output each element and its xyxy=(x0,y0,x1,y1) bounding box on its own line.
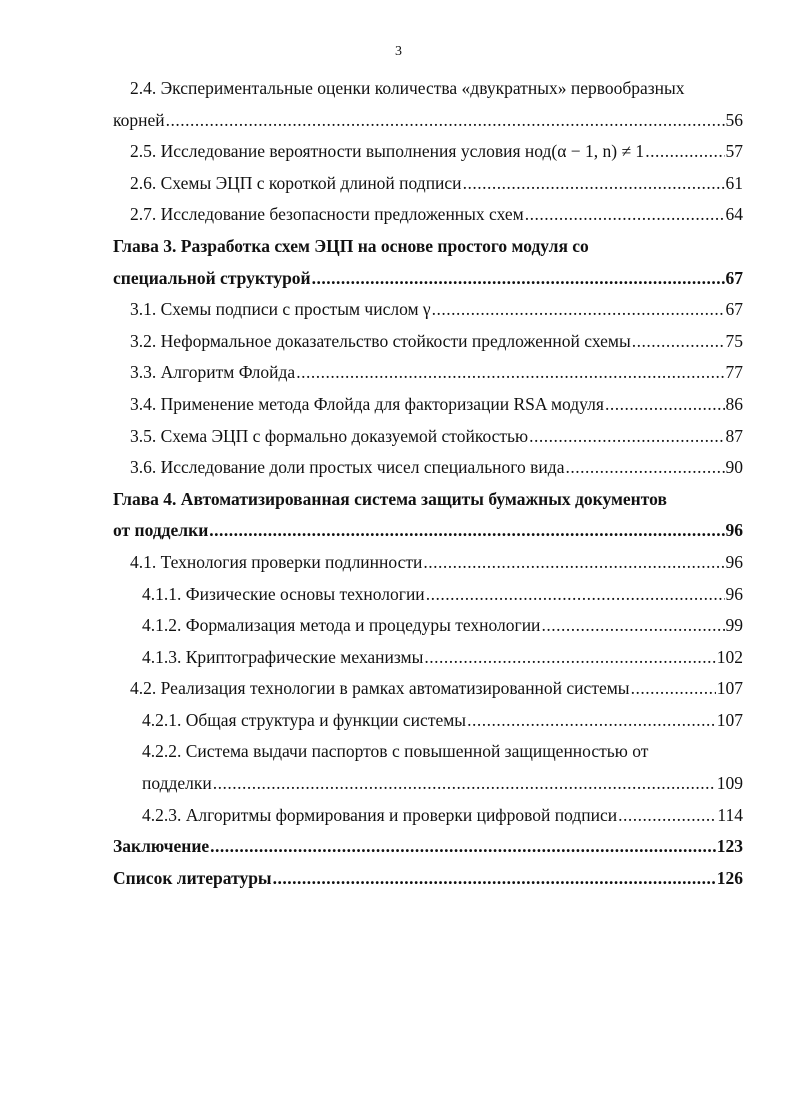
toc-references xyxy=(113,863,743,895)
dot-leader xyxy=(645,136,724,168)
toc-entry-text: 3.1. Схемы подписи с простым числом γ xyxy=(130,299,431,320)
dot-leader xyxy=(605,389,725,421)
toc-page-number: 99 xyxy=(725,615,743,636)
toc-chapter-title: Глава 4. Автоматизированная система защиты бумажных документов xyxy=(113,488,667,509)
toc-page-number: 56 xyxy=(725,109,743,130)
toc-entry-text: 2.6. Схемы ЭЦП с короткой длиной подписи xyxy=(130,172,462,193)
toc-entry-3-3 xyxy=(113,357,743,389)
toc-page-number: 114 xyxy=(717,804,743,825)
page-number: 3 xyxy=(395,44,402,59)
toc-page-number: 96 xyxy=(725,551,743,572)
dot-leader xyxy=(432,294,725,326)
toc-entry-text: 4.2.1. Общая структура и функции системы xyxy=(142,709,467,730)
dot-leader xyxy=(529,421,724,453)
dot-leader xyxy=(209,515,724,547)
toc-chapter-3 xyxy=(113,263,743,295)
dot-leader xyxy=(424,642,715,674)
toc-chapter-title: Глава 3. Разработка схем ЭЦП на основе простого модуля со xyxy=(113,235,589,256)
toc-page-number: 77 xyxy=(725,362,743,383)
toc-page-number: 123 xyxy=(716,836,743,857)
toc-entry-text: 4.1. Технология проверки подлинности xyxy=(130,551,423,572)
toc-entry-text: 2.5. Исследование вероятности выполнения условия нод(α − 1, n) ≠ 1 xyxy=(130,141,645,162)
dot-leader xyxy=(213,768,716,800)
toc-entry-2-5 xyxy=(113,136,743,168)
toc-page-number: 96 xyxy=(725,520,743,541)
toc-entry-text: 4.2.2. Система выдачи паспортов с повышенной защищенностью от xyxy=(142,741,649,762)
dot-leader xyxy=(467,705,716,737)
toc-page-number: 67 xyxy=(725,267,743,288)
toc-entry-text: 4.1.2. Формализация метода и процедуры технологии xyxy=(142,615,541,636)
toc-chapter-3-line1 xyxy=(113,231,743,263)
toc-chapter-title: Список литературы xyxy=(113,867,272,888)
toc-page-number: 75 xyxy=(725,330,743,351)
toc-entry-text: 4.2. Реализация технологии в рамках автоматизированной системы xyxy=(130,678,630,699)
dot-leader xyxy=(463,168,725,200)
toc-page-number: 67 xyxy=(725,299,743,320)
toc-entry-4-2-2-line1 xyxy=(113,736,743,768)
toc-entry-2-6 xyxy=(113,168,743,200)
toc-page-number: 96 xyxy=(725,583,743,604)
dot-leader xyxy=(166,105,725,137)
toc-entry-4-2-1 xyxy=(113,705,743,737)
toc-entry-text: 3.5. Схема ЭЦП с формально доказуемой стойкостью xyxy=(130,425,529,446)
toc-entry-text: 2.4. Экспериментальные оценки количества «двукратных» первообразных xyxy=(130,78,685,98)
toc-entry-3-2 xyxy=(113,326,743,358)
toc-page-number: 86 xyxy=(725,393,743,414)
toc-entry-text: 2.7. Исследование безопасности предложенных схем xyxy=(130,204,524,225)
toc-page-number: 61 xyxy=(725,172,743,193)
toc-page-number: 90 xyxy=(725,457,743,478)
dot-leader xyxy=(273,863,716,895)
toc-entry-text: 3.4. Применение метода Флойда для факторизации RSA модуля xyxy=(130,393,604,414)
toc-chapter-title: Заключение xyxy=(113,836,210,857)
toc-entry-text: 3.3. Алгоритм Флойда xyxy=(130,362,296,383)
toc-entry-4-1 xyxy=(113,547,743,579)
toc-page-number: 107 xyxy=(716,709,743,730)
toc-entry-text: 4.1.1. Физические основы технологии xyxy=(142,583,425,604)
toc-entry-3-5 xyxy=(113,421,743,453)
dot-leader xyxy=(210,831,716,863)
toc-chapter-4-line1 xyxy=(113,484,743,516)
toc-entry-text: подделки xyxy=(142,773,212,794)
toc-page-number: 126 xyxy=(716,867,743,888)
dot-leader xyxy=(423,547,724,579)
toc-entry-text: 3.6. Исследование доли простых чисел специального вида xyxy=(130,457,565,478)
toc-entry-4-1-2 xyxy=(113,610,743,642)
toc-entry-text: 4.2.3. Алгоритмы формирования и проверки цифровой подписи xyxy=(142,804,618,825)
toc-entry-4-2-2 xyxy=(113,768,743,800)
toc-chapter-title: специальной структурой xyxy=(113,267,311,288)
toc-entry-3-6 xyxy=(113,452,743,484)
toc-entry-text: 4.1.3. Криптографические механизмы xyxy=(142,646,424,667)
dot-leader xyxy=(632,326,725,358)
toc-entry-3-1 xyxy=(113,294,743,326)
dot-leader xyxy=(618,800,716,832)
toc-entry-4-2-3 xyxy=(113,800,743,832)
toc-page-number: 64 xyxy=(725,204,743,225)
dot-leader xyxy=(565,452,724,484)
toc-chapter-4 xyxy=(113,515,743,547)
dot-leader xyxy=(631,673,716,705)
dot-leader xyxy=(541,610,724,642)
toc-entry-2-4 xyxy=(113,105,743,137)
table-of-contents xyxy=(113,73,743,894)
toc-page-number: 87 xyxy=(725,425,743,446)
toc-page-number: 57 xyxy=(725,141,743,162)
dot-leader xyxy=(312,263,725,295)
toc-page-number: 109 xyxy=(716,773,743,794)
toc-entry-text: корней xyxy=(113,109,165,130)
toc-conclusion xyxy=(113,831,743,863)
toc-chapter-title: от подделки xyxy=(113,520,209,541)
toc-entry-text: 3.2. Неформальное доказательство стойкости предложенной схемы xyxy=(130,330,631,351)
toc-entry-2-7 xyxy=(113,199,743,231)
toc-entry-2-4-line1 xyxy=(113,73,743,105)
toc-entry-3-4 xyxy=(113,389,743,421)
toc-page-number: 102 xyxy=(716,646,743,667)
toc-entry-4-1-1 xyxy=(113,579,743,611)
toc-entry-4-2 xyxy=(113,673,743,705)
toc-page-number: 107 xyxy=(716,678,743,699)
dot-leader xyxy=(525,199,725,231)
toc-entry-4-1-3 xyxy=(113,642,743,674)
dot-leader xyxy=(296,357,724,389)
dot-leader xyxy=(426,579,725,611)
